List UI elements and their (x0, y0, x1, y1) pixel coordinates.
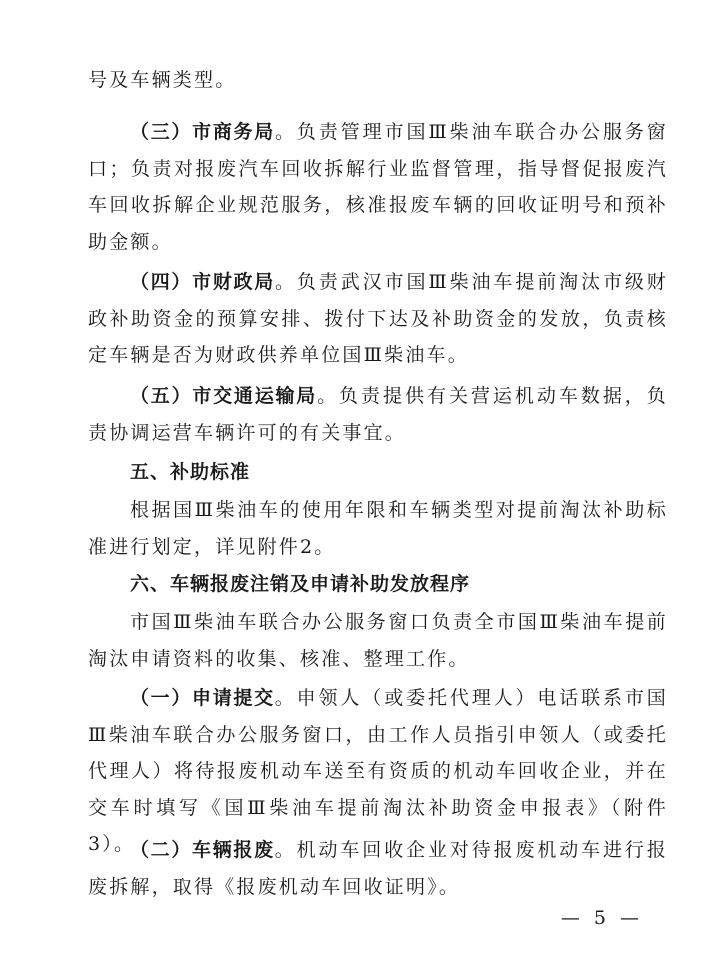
paragraph-text: 。负责提供有关营运机动车数据，负责协调运营车辆许可的有关事宜。 (88, 385, 668, 444)
paragraph-finance-bureau (88, 264, 668, 374)
paragraph-text: 市国Ⅲ柴油车联合办公服务窗口负责全市国Ⅲ柴油车提前淘汰申请资料的收集、核准、整理工作。 (88, 611, 668, 670)
item-number: （三） (130, 121, 193, 143)
item-number: （五） (130, 385, 193, 407)
paragraph-text: 。负责管理市国Ⅲ柴油车联合办公服务窗口；负责对报废汽车回收拆解行业监督管理，指导督促报废汽车回收拆解企业规范服务，核准报废车辆的回收证明号和预补助金额。 (88, 121, 668, 253)
section-heading-procedure (88, 566, 668, 603)
item-number: （四） (130, 271, 193, 293)
paragraph-commerce-bureau (88, 114, 668, 260)
section-heading-subsidy-standard (88, 454, 668, 491)
section-heading: 五、补助标准 (130, 461, 251, 483)
paragraph-transport-bureau (88, 378, 668, 451)
paragraph-vehicle-scrapping (88, 832, 668, 905)
item-title: 市交通运输局 (192, 385, 318, 407)
section-heading: 六、车辆报废注销及申请补助发放程序 (130, 573, 471, 595)
paragraph-subsidy-standard (88, 492, 668, 565)
item-title: 市财政局 (192, 271, 275, 293)
paragraph-continuation (88, 62, 668, 99)
paragraph-text: 。申领人（或委托代理人）电话联系市国Ⅲ柴油车联合办公服务窗口，由工作人员指引申领人（或委托代理人）将待报废机动车送至有资质的机动车回收企业，并在交车时填写《国Ⅲ柴油车提前淘汰补助资金申报表》（附件3）。 (88, 687, 668, 855)
paragraph-text: 根据国Ⅲ柴油车的使用年限和车辆类型对提前淘汰补助标准进行划定，详见附件2。 (88, 499, 668, 558)
item-title: 市商务局 (192, 121, 275, 143)
paragraph-window-duty (88, 604, 668, 677)
item-title: （一）申请提交 (130, 687, 275, 709)
item-title: （二）车辆报废 (130, 839, 275, 861)
paragraph-text: 号及车辆类型。 (88, 69, 237, 91)
page-number: — 5 — (560, 907, 643, 929)
paragraph-text: 。负责武汉市国Ⅲ柴油车提前淘汰市级财政补助资金的预算安排、拨付下达及补助资金的发放，负责核定车辆是否为财政供养单位国Ⅲ柴油车。 (88, 271, 668, 366)
paragraph-text: 。机动车回收企业对待报废机动车进行报废拆解，取得《报废机动车回收证明》。 (88, 839, 668, 898)
